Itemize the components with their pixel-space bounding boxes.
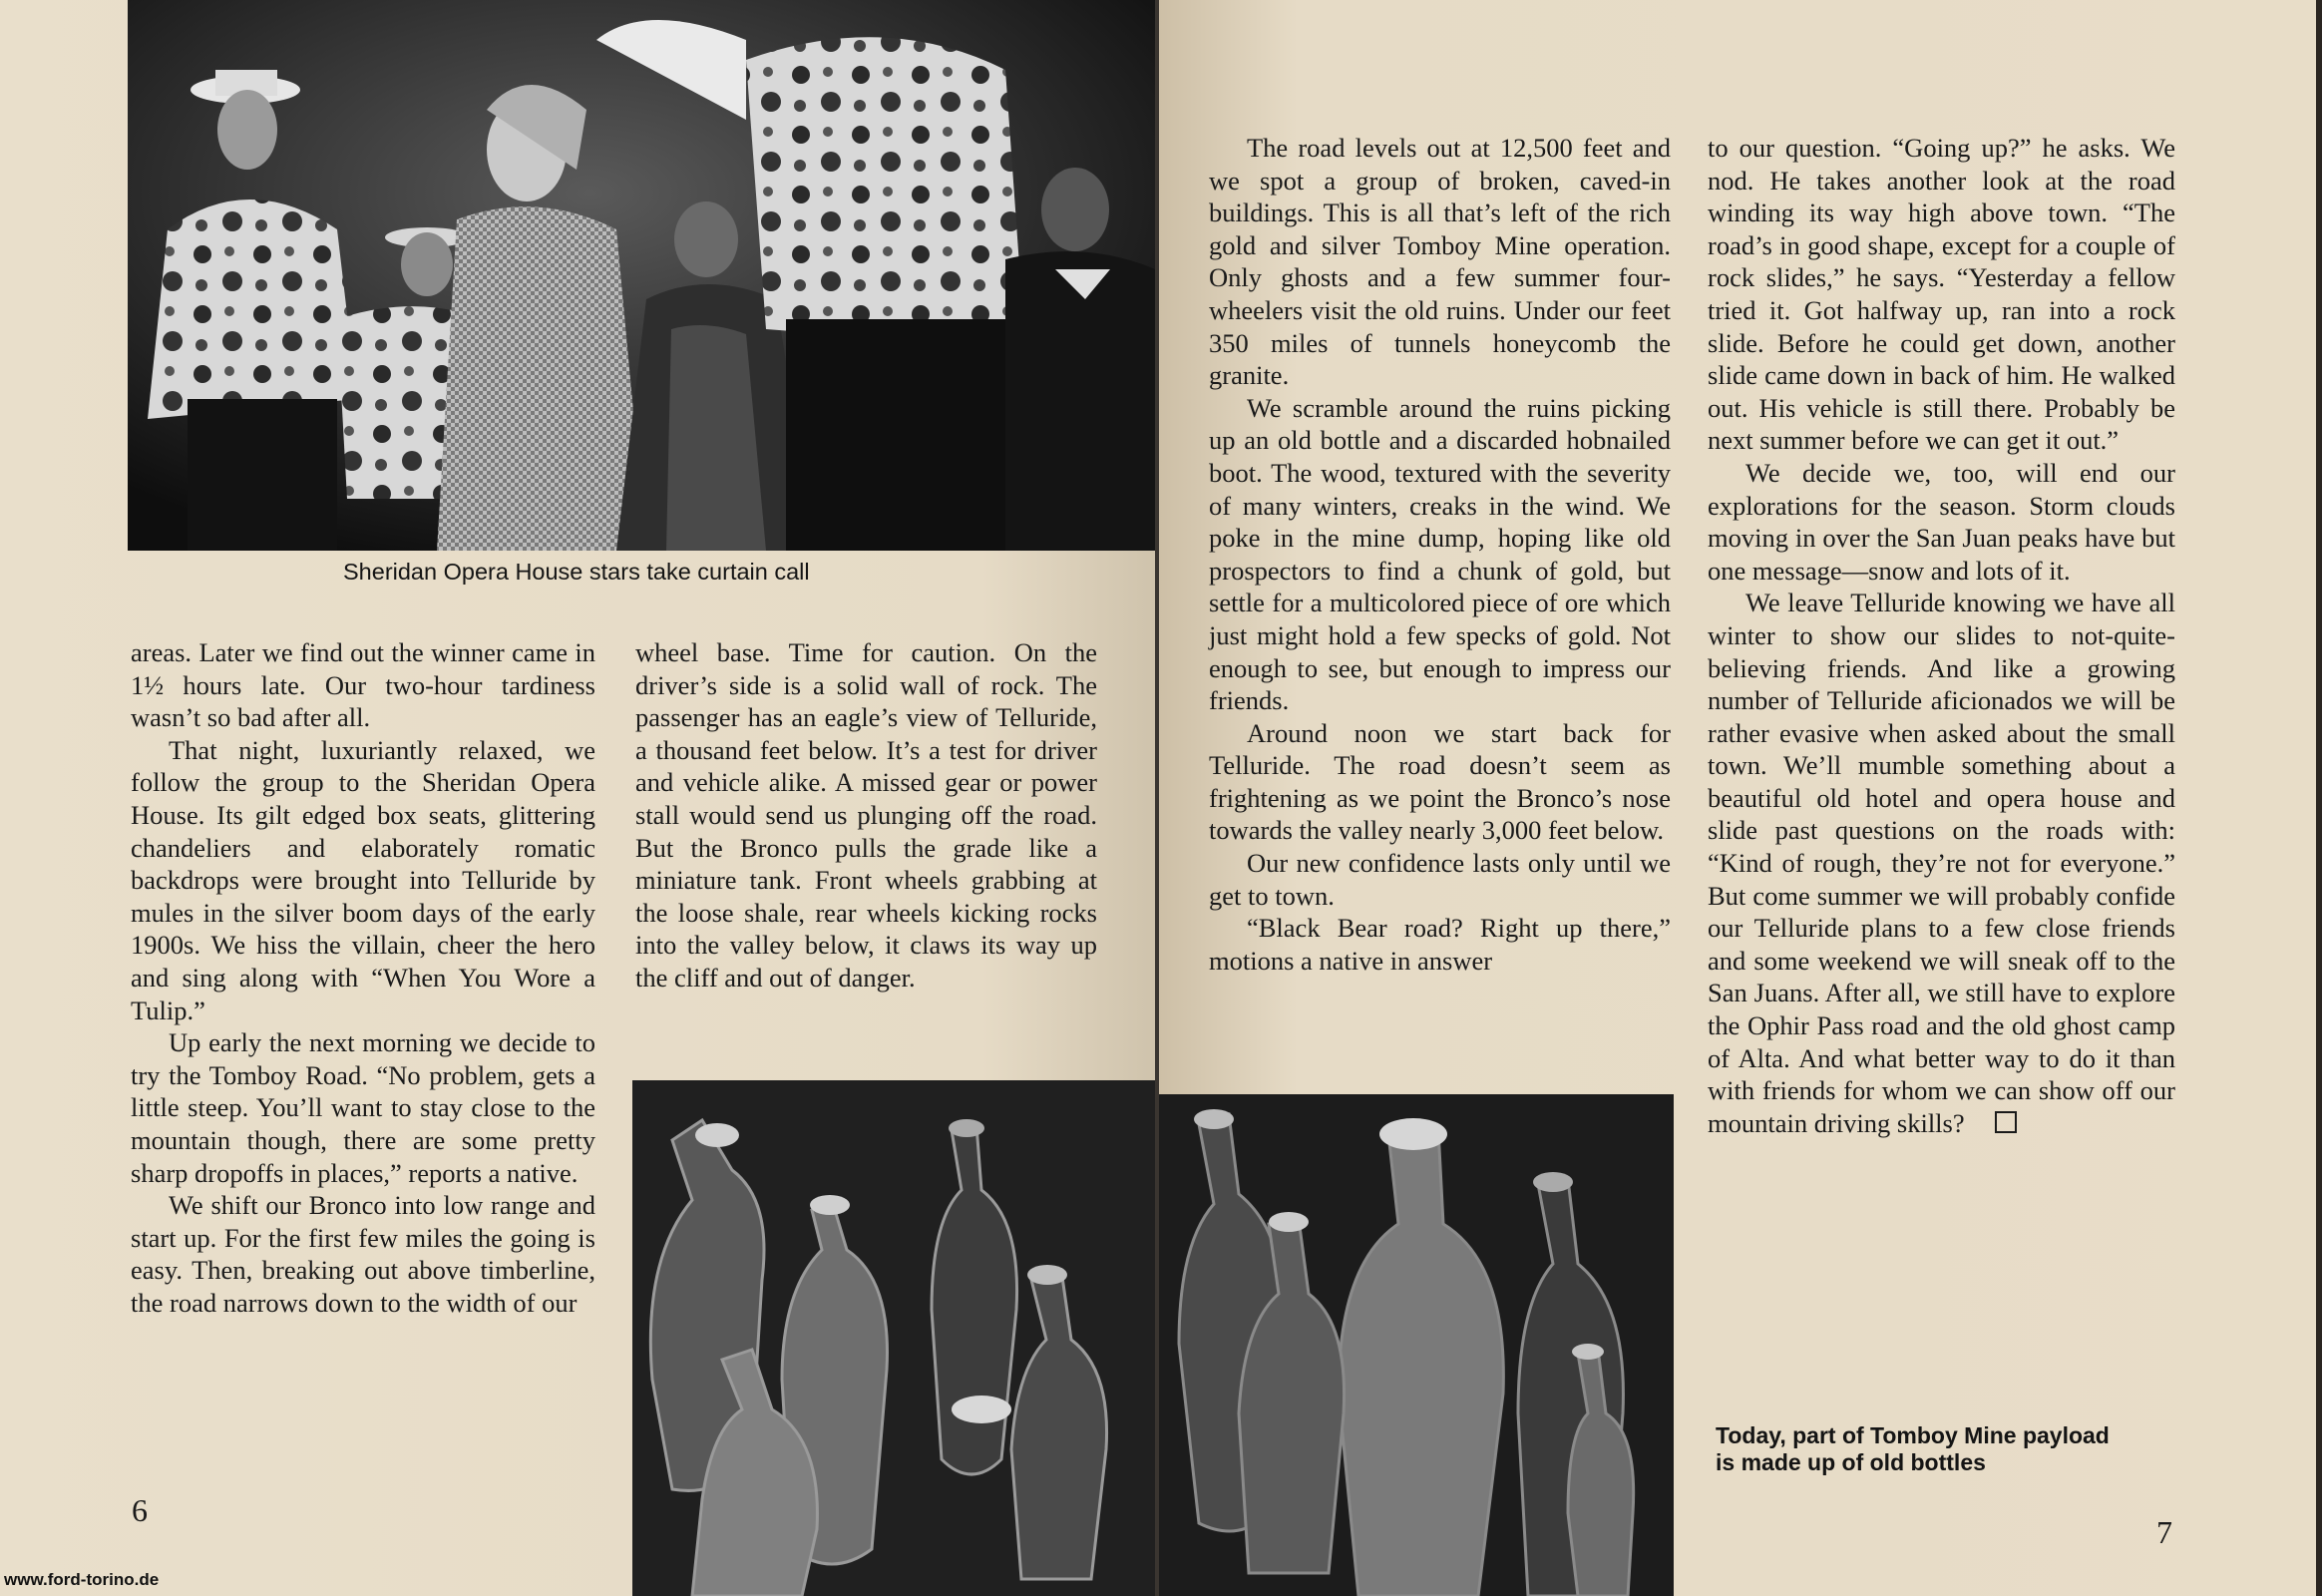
bottles-caption-line-1: Today, part of Tomboy Mine payload [1716,1422,2110,1448]
watermark: www.ford-torino.de [4,1570,160,1589]
paragraph: Up early the next morning we decide to try the Tomboy Road. “No problem, gets a little steep. You’ll want to stay close to the mountain though, there are some pretty sharp dropoffs in places,” reports a native. [131,1027,595,1188]
bottles-caption [1716,1422,2110,1476]
left-page [0,0,1155,1596]
right-page-column-1 [1209,132,1671,977]
right-page [1159,0,2316,1596]
paragraph: We shift our Bronco into low range and start up. For the first few miles the going is easy. Then, breaking out above timberline, the road narrows down to the width of our [131,1190,595,1318]
paragraph: We scramble around the ruins picking up an old bottle and a discarded hobnailed boot. The wood, textured with the severity of many winters, creaks in the wind. We poke in the mine dump, hoping like old prospectors to find a chunk of gold, but settle for a multicolored piece of ore which just might hold a few specks of gold. Not enough to see, but enough to impress our friends. [1209,392,1671,716]
bottles-photo-right-half [1159,1094,1674,1596]
bottles-caption-line-2: is made up of old bottles [1716,1449,1986,1475]
curtain-call-illustration [128,0,1155,551]
paragraph: Our new confidence lasts only until we get to town. [1209,848,1671,911]
left-page-column-1 [131,636,595,1319]
paragraph: areas. Later we find out the winner came in 1½ hours late. Our two-hour tardiness wasn’t so bad after all. [131,637,595,733]
right-page-column-2 [1708,132,2175,1139]
paragraph: The road levels out at 12,500 feet and we spot a group of broken, caved-in buildings. This is all that’s left of the rich gold and silver Tomboy Mine operation. Only ghosts and a few summer four-wheelers visit the old ruins. Under our feet 350 miles of tunnels honeycomb the granite. [1209,133,1671,391]
bottles-illustration-left [632,1080,1155,1596]
paragraph: That night, luxuriantly relaxed, we follow the group to the Sheridan Opera House. Its gilt edged box seats, glittering chandeliers and elaborately romatic backdrops were brought into Telluride by mules in the silver boom days of the early 1900s. We hiss the villain, cheer the hero and sing along with “When You Wore a Tulip.” [131,734,595,1025]
paragraph: We decide we, too, will end our explorations for the season. Storm clouds moving in over the San Juan peaks have but one message—snow and lots of it. [1708,457,2175,586]
end-mark-icon [1995,1111,2017,1133]
book-edge [2316,0,2322,1596]
bottles-photo-left-half [632,1080,1155,1596]
photo-caption: Sheridan Opera House stars take curtain call [343,559,810,585]
paragraph: Around noon we start back for Telluride. The road doesn’t seem as frightening as we point the Bronco’s nose towards the valley nearly 3,000 feet below. [1209,717,1671,846]
bottles-illustration-right [1159,1094,1674,1596]
paragraph-text: We leave Telluride knowing we have all winter to show our slides to not-quite-believing friends. And like a growing number of Telluride aficionados we will be rather evasive when asked about the small town. We’ll mumble something about a beautiful old hotel and opera house and slide past questions on the roads with: “Kind of rough, they’re not for everyone.” But come summer we will probably confide our Telluride plans to a few close friends and some weekend we will sneak off to the San Juans. After all, we still have to explore the Ophir Pass road and the old ghost camp of Alta. And what better way to do it than with friends for whom we can show off our mountain driving skills? [1708,588,2175,1138]
paragraph: wheel base. Time for caution. On the driver’s side is a solid wall of rock. The passenger has an eagle’s view of Telluride, a thousand feet below. It’s a test for driver and vehicle alike. A missed gear or power stall would send us plunging off the road. But the Bronco pulls the grade like a miniature tank. Front wheels grabbing at the loose shale, rear wheels kicking rocks into the valley below, it claws its way up the cliff and out of danger. [635,637,1097,993]
paragraph: “Black Bear road? Right up there,” motions a native in answer [1209,913,1671,976]
page-number: 6 [132,1492,148,1528]
curtain-call-photo [128,0,1155,551]
paragraph [1708,587,2175,1139]
paragraph: to our question. “Going up?” he asks. We nod. He takes another look at the road winding its way high above town. “The road’s in good shape, except for a couple of rock slides,” he says. “Yesterday a fellow tried it. Got halfway up, ran into a rock slide. Before he could get down, another slide came down in back of him. He walked out. His vehicle is still there. Probably be next summer before we can get it out.” [1708,133,2175,456]
left-page-column-2 [635,636,1097,995]
page-number: 7 [2156,1514,2172,1550]
